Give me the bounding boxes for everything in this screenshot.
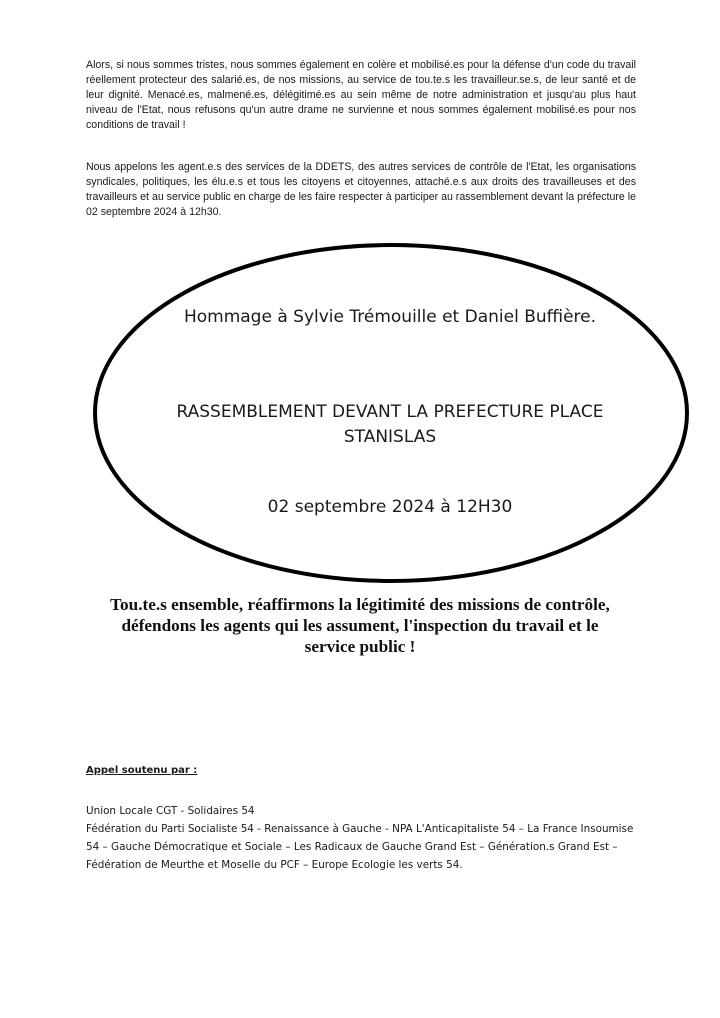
support-line-2: Fédération du Parti Socialiste 54 - Renaissance à Gauche - NPA L'Anticapitaliste 54 – La France Insoumise 54 – Gauche Démocratique et Sociale – Les Radicaux de Gauche Grand Est – Génération.s Grand Est – Fédération de Meurthe et Moselle du PCF – Europe Ecologie les verts 54. [86, 823, 634, 871]
intro-paragraph-2: Nous appelons les agent.e.s des services de la DDETS, des autres services de contrôle de l'Etat, les organisations syndicales, politiques, les élu.e.s et tous les citoyens et citoyennes, attaché.e.s aux droits des travailleuses et des travailleurs et au service public en charge de les faire respecter à participer au rassemblement devant la préfecture le 02 septembre 2024 à 12h30. [86, 161, 636, 218]
event-datetime: 02 septembre 2024 à 12H30 [267, 497, 513, 517]
tribute-heading: Hommage à Sylvie Trémouille et Daniel Buffière. [183, 307, 597, 327]
support-title: Appel soutenu par : [86, 765, 198, 776]
gathering-heading: RASSEMBLEMENT DEVANT LA PREFECTURE PLACE STANISLAS [176, 402, 604, 447]
call-to-action: Tou.te.s ensemble, réaffirmons la légitimité des missions de contrôle, défendons les agents qui les assument, l'inspection du travail et le service public ! [110, 595, 610, 656]
intro-paragraph-1: Alors, si nous sommes tristes, nous sommes également en colère et mobilisé.es pour la défense d'un code du travail réellement protecteur des salarié.es, de nos missions, au service de tou.te.s les travailleur.se.s, de leur santé et de leur dignité. Menacé.es, malmené.es, délégitimé.es au sein même de notre administration et jusqu'au plus haut niveau de l'Etat, nous refusons qu'un autre drame ne survienne et nous sommes également mobilisé.es pour nos conditions de travail ! [86, 59, 636, 131]
support-line-1: Union Locale CGT - Solidaires 54 [86, 805, 255, 817]
